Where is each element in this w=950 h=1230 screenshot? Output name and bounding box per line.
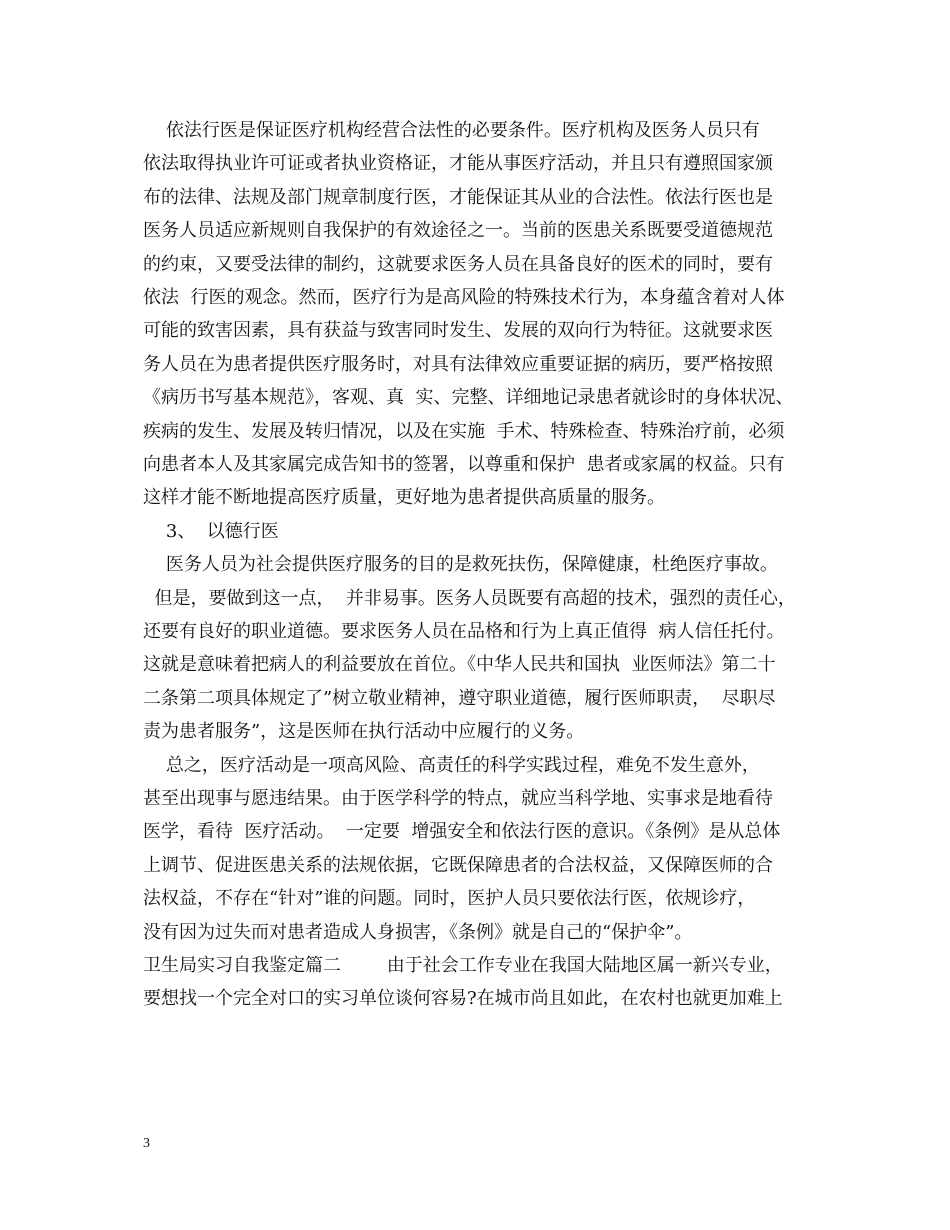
text-line: 但是，要做到这一点， 并非易事。医务人员既要有高超的技术，强烈的责任心， (143, 588, 796, 609)
text-line: 这样才能不断地提高医疗质量，更好地为患者提供高质量的服务。 (143, 487, 665, 508)
text-line: 可能的致害因素，具有获益与致害同时发生、发展的双向行为特征。这就要求医 (143, 320, 773, 341)
text-line: 这就是意味着把病人的利益要放在首位。《中华人民共和国执 业医师法》第二十 (143, 654, 776, 675)
text-line: 没有因为过失而对患者造成人身损害，《条例》就是自己的“保护伞”。 (143, 922, 693, 943)
text-line: 上调节、促进医患关系的法规依据，它既保障患者的合法权益，又保障医师的合 (143, 855, 773, 876)
text-line: 向患者本人及其家属完成告知书的签署，以尊重和保护 患者或家属的权益。只有 (143, 454, 785, 475)
text-line: 布的法律、法规及部门规章制度行医，才能保证其从业的合法性。依法行医也是 (143, 187, 773, 208)
text-line: 依法 行医的观念。然而，医疗行为是高风险的特殊技术行为，本身蕴含着对人体 (143, 287, 785, 308)
text-line: 的约束，又要受法律的制约，这就要求医务人员在具备良好的医术的同时，要有 (143, 254, 773, 275)
text-line: 《病历书写基本规范》，客观、真 实、完整、详细地记录患者就诊时的身体状况、 (143, 387, 794, 408)
text-line: 务人员在为患者提供医疗服务时，对具有法律效应重要证据的病历，要严格按照 (143, 354, 773, 375)
text-line: 法权益，不存在“针对”谁的问题。同时，医护人员只要依法行医，依规诊疗， (143, 888, 756, 909)
text-line: 总之，医疗活动是一项高风险、高责任的科学实践过程，难免不发生意外， (143, 755, 760, 776)
text-line: 依法取得执业许可证或者执业资格证，才能从事医疗活动，并且只有遵照国家颁 (143, 153, 773, 174)
text-line: 二条第二项具体规定了”树立敬业精神，遵守职业道德，履行医师职责， 尽职尽 (143, 688, 776, 709)
text-line: 甚至出现事与愿违结果。由于医学科学的特点，就应当科学地、实事求是地看待 (143, 788, 773, 809)
page-number: 3 (143, 1136, 150, 1151)
text-line: 医务人员适应新规则自我保护的有效途径之一。当前的医患关系既要受道德规范 (143, 220, 773, 241)
text-line: 要想找一个完全对口的实习单位谈何容易?在城市尚且如此，在农村也就更加难上 (143, 988, 783, 1009)
text-line: 卫生局实习自我鉴定篇二 由于社会工作专业在我国大陆地区属一新兴专业， (143, 955, 783, 976)
text-line: 医学，看待 医疗活动。 一定要 增强安全和依法行医的意识。《条例》是从总体 (143, 821, 781, 842)
text-line: 疾病的发生、发展及转归情况，以及在实施 手术、特殊检查、特殊治疗前，必须 (143, 421, 785, 442)
text-line: 还要有良好的职业道德。要求医务人员在品格和行为上真正值得 病人信任托付。 (143, 621, 785, 642)
text-line: 3、 以德行医 (143, 521, 279, 542)
text-line: 依法行医是保证医疗机构经营合法性的必要条件。医疗机构及医务人员只有 (143, 120, 760, 141)
text-line: 医务人员为社会提供医疗服务的目的是救死扶伤，保障健康，杜绝医疗事故。 (143, 554, 778, 575)
text-line: 责为患者服务”，这是医师在执行活动中应履行的义务。 (143, 721, 585, 742)
